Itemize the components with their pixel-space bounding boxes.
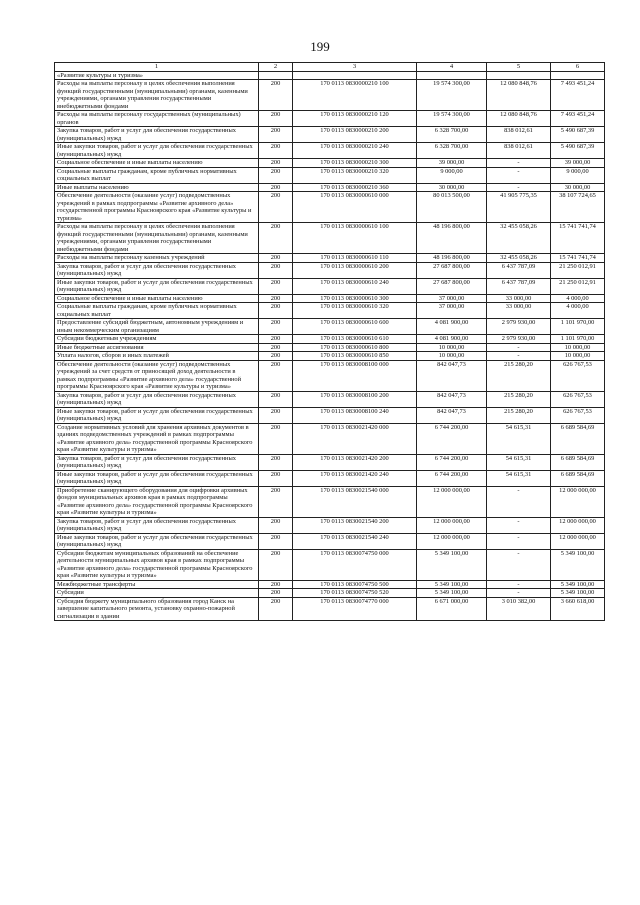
row-name-cell: Расходы на выплаты персоналу в целях обеспечения выполнения функций государственными (муниципальными) органами, казенными учреждениями, органами управления государственными внебюджетными фондами <box>55 223 259 254</box>
header-col-6: 6 <box>551 63 605 72</box>
row-line-code-cell: 200 <box>259 486 293 517</box>
row-name-cell: Иные закупки товаров, работ и услуг для обеспечения государственных (муниципальных) нужд <box>55 143 259 159</box>
row-budget-classification-cell: 170 0113 0830008100 000 <box>293 360 417 391</box>
row-executed-amount-cell: 838 012,61 <box>487 143 551 159</box>
row-unexecuted-amount-cell: 1 101 970,00 <box>551 319 605 335</box>
table-row <box>55 470 605 486</box>
row-approved-amount-cell: 6 744 200,00 <box>417 423 487 454</box>
row-approved-amount-cell: 6 328 700,00 <box>417 127 487 143</box>
row-line-code-cell: 200 <box>259 159 293 168</box>
row-executed-amount-cell: 2 979 930,00 <box>487 319 551 335</box>
budget-table <box>54 62 605 621</box>
row-executed-amount-cell: 33 000,00 <box>487 303 551 319</box>
row-approved-amount-cell: 5 349 100,00 <box>417 580 487 589</box>
row-budget-classification-cell: 170 0113 0830000210 200 <box>293 127 417 143</box>
row-executed-amount-cell: 12 080 848,76 <box>487 80 551 111</box>
row-name-cell: Социальные выплаты гражданам, кроме публичных нормативных социальных выплат <box>55 303 259 319</box>
page-number: 199 <box>310 39 330 54</box>
row-approved-amount-cell: 80 013 500,00 <box>417 192 487 223</box>
table-row <box>55 80 605 111</box>
row-line-code-cell: 200 <box>259 391 293 407</box>
row-unexecuted-amount-cell: 6 689 584,69 <box>551 454 605 470</box>
row-name-cell: Закупка товаров, работ и услуг для обеспечения государственных (муниципальных) нужд <box>55 391 259 407</box>
row-line-code-cell: 200 <box>259 319 293 335</box>
row-line-code-cell: 200 <box>259 294 293 303</box>
row-line-code-cell: 200 <box>259 143 293 159</box>
row-approved-amount-cell: 19 574 300,00 <box>417 80 487 111</box>
row-executed-amount-cell: - <box>487 159 551 168</box>
header-col-1: 1 <box>55 63 259 72</box>
row-budget-classification-cell: 170 0113 0830021540 200 <box>293 517 417 533</box>
table-header-row <box>55 63 605 72</box>
row-line-code-cell: 200 <box>259 127 293 143</box>
header-col-5: 5 <box>487 63 551 72</box>
table-row <box>55 580 605 589</box>
row-approved-amount-cell: 19 574 300,00 <box>417 111 487 127</box>
row-executed-amount-cell: 6 437 787,09 <box>487 278 551 294</box>
row-budget-classification-cell: 170 0113 0830021420 240 <box>293 470 417 486</box>
row-budget-classification-cell: 170 0113 0830000210 240 <box>293 143 417 159</box>
row-approved-amount-cell: 4 081 900,00 <box>417 319 487 335</box>
row-approved-amount-cell: 6 744 200,00 <box>417 470 487 486</box>
row-unexecuted-amount-cell: 626 767,53 <box>551 360 605 391</box>
table-row <box>55 143 605 159</box>
row-name-cell: Создание нормативных условий для хранения архивных документов в зданиях подведомственных учреждений в рамках подпрограммы «Развитие архивного дела» государственной программы Красноярского края «Развитие культуры и туризма» <box>55 423 259 454</box>
row-approved-amount-cell: 37 000,00 <box>417 303 487 319</box>
row-line-code-cell: 200 <box>259 533 293 549</box>
row-unexecuted-amount-cell: 15 741 741,74 <box>551 254 605 263</box>
row-unexecuted-amount-cell: 38 107 724,65 <box>551 192 605 223</box>
row-unexecuted-amount-cell: 30 000,00 <box>551 183 605 192</box>
row-executed-amount-cell: - <box>487 533 551 549</box>
row-unexecuted-amount-cell: 5 349 100,00 <box>551 589 605 598</box>
header-col-2: 2 <box>259 63 293 72</box>
row-name-cell: Закупка товаров, работ и услуг для обеспечения государственных (муниципальных) нужд <box>55 262 259 278</box>
table-row <box>55 486 605 517</box>
row-budget-classification-cell: 170 0113 0830000610 320 <box>293 303 417 319</box>
row-executed-amount-cell: 215 280,20 <box>487 391 551 407</box>
row-budget-classification-cell: 170 0113 0830000610 000 <box>293 192 417 223</box>
row-executed-amount-cell: 215 280,20 <box>487 360 551 391</box>
row-budget-classification-cell: 170 0113 0830000610 100 <box>293 223 417 254</box>
row-approved-amount-cell: 39 000,00 <box>417 159 487 168</box>
table-row <box>55 319 605 335</box>
table-row <box>55 223 605 254</box>
row-line-code-cell: 200 <box>259 352 293 361</box>
row-executed-amount-cell: 838 012,61 <box>487 127 551 143</box>
row-approved-amount-cell: 842 047,73 <box>417 360 487 391</box>
row-budget-classification-cell: 170 0113 0830021540 240 <box>293 533 417 549</box>
table-row <box>55 549 605 580</box>
row-approved-amount-cell: 6 671 000,00 <box>417 597 487 621</box>
table-row <box>55 589 605 598</box>
row-approved-amount-cell: 4 081 900,00 <box>417 335 487 344</box>
row-executed-amount-cell: 32 455 058,26 <box>487 223 551 254</box>
row-name-cell: Иные закупки товаров, работ и услуг для обеспечения государственных (муниципальных) нужд <box>55 278 259 294</box>
row-name-cell: Расходы на выплаты персоналу в целях обеспечения выполнения функций государственными (муниципальными) органами, казенными учреждениями, органами управления государственными внебюджетными фондами <box>55 80 259 111</box>
row-unexecuted-amount-cell: 10 000,00 <box>551 352 605 361</box>
row-budget-classification-cell: 170 0113 0830008100 200 <box>293 391 417 407</box>
row-budget-classification-cell: 170 0113 0830000210 360 <box>293 183 417 192</box>
row-executed-amount-cell <box>487 71 551 80</box>
row-unexecuted-amount-cell: 4 000,00 <box>551 303 605 319</box>
row-line-code-cell: 200 <box>259 517 293 533</box>
row-name-cell: Иные бюджетные ассигнования <box>55 343 259 352</box>
row-line-code-cell: 200 <box>259 454 293 470</box>
row-line-code-cell: 200 <box>259 589 293 598</box>
row-name-cell: Социальное обеспечение и иные выплаты населению <box>55 294 259 303</box>
row-unexecuted-amount-cell: 21 250 012,91 <box>551 262 605 278</box>
row-name-cell: Субсидии <box>55 589 259 598</box>
row-name-cell: Социальные выплаты гражданам, кроме публичных нормативных социальных выплат <box>55 167 259 183</box>
row-executed-amount-cell: - <box>487 167 551 183</box>
row-line-code-cell <box>259 71 293 80</box>
row-approved-amount-cell: 27 687 800,00 <box>417 278 487 294</box>
row-name-cell: Иные выплаты населению <box>55 183 259 192</box>
row-budget-classification-cell: 170 0113 0830074770 000 <box>293 597 417 621</box>
row-line-code-cell: 200 <box>259 262 293 278</box>
row-line-code-cell: 200 <box>259 192 293 223</box>
row-executed-amount-cell: 12 080 848,76 <box>487 111 551 127</box>
row-name-cell: Приобретение сканирующего оборудования для оцифровки архивных фондов муниципальных архивов края в рамках подпрограммы «Развитие архивного дела» государственной программы Красноярского края «Развитие культуры и туризма» <box>55 486 259 517</box>
row-unexecuted-amount-cell: 12 000 000,00 <box>551 517 605 533</box>
row-unexecuted-amount-cell: 7 493 451,24 <box>551 111 605 127</box>
row-executed-amount-cell: - <box>487 517 551 533</box>
row-name-cell: Субсидии бюджетным учреждениям <box>55 335 259 344</box>
table-row <box>55 159 605 168</box>
row-name-cell: Предоставление субсидий бюджетным, автономным учреждениям и иным некоммерческим организациям <box>55 319 259 335</box>
row-name-cell: Уплата налогов, сборов и иных платежей <box>55 352 259 361</box>
row-approved-amount-cell: 30 000,00 <box>417 183 487 192</box>
table-row <box>55 335 605 344</box>
row-line-code-cell: 200 <box>259 335 293 344</box>
row-executed-amount-cell: - <box>487 549 551 580</box>
row-budget-classification-cell: 170 0113 0830000610 240 <box>293 278 417 294</box>
row-approved-amount-cell: 37 000,00 <box>417 294 487 303</box>
row-budget-classification-cell <box>293 71 417 80</box>
row-line-code-cell: 200 <box>259 343 293 352</box>
table-row <box>55 127 605 143</box>
row-unexecuted-amount-cell: 4 000,00 <box>551 294 605 303</box>
row-unexecuted-amount-cell: 12 000 000,00 <box>551 486 605 517</box>
table-row <box>55 262 605 278</box>
row-unexecuted-amount-cell: 5 490 687,39 <box>551 127 605 143</box>
row-name-cell: Межбюджетные трансферты <box>55 580 259 589</box>
row-budget-classification-cell: 170 0113 0830000610 600 <box>293 319 417 335</box>
row-unexecuted-amount-cell: 626 767,53 <box>551 407 605 423</box>
row-budget-classification-cell: 170 0113 0830008100 240 <box>293 407 417 423</box>
row-line-code-cell: 200 <box>259 223 293 254</box>
row-approved-amount-cell: 6 744 200,00 <box>417 454 487 470</box>
row-line-code-cell: 200 <box>259 580 293 589</box>
table-row <box>55 597 605 621</box>
row-name-cell: Иные закупки товаров, работ и услуг для обеспечения государственных (муниципальных) нужд <box>55 407 259 423</box>
row-approved-amount-cell: 48 196 800,00 <box>417 254 487 263</box>
row-unexecuted-amount-cell: 6 689 584,69 <box>551 423 605 454</box>
row-budget-classification-cell: 170 0113 0830000610 610 <box>293 335 417 344</box>
row-approved-amount-cell: 842 047,73 <box>417 391 487 407</box>
table-row <box>55 407 605 423</box>
row-name-cell: Обеспечение деятельности (оказание услуг) подведомственных учреждений в рамках подпрограммы «Развитие архивного дела» государственной программы Красноярского края «Развитие культуры и туризма» <box>55 192 259 223</box>
row-executed-amount-cell: - <box>487 589 551 598</box>
row-budget-classification-cell: 170 0113 0830000610 110 <box>293 254 417 263</box>
row-budget-classification-cell: 170 0113 0830074750 000 <box>293 549 417 580</box>
row-approved-amount-cell: 9 000,00 <box>417 167 487 183</box>
row-unexecuted-amount-cell: 626 767,53 <box>551 391 605 407</box>
row-unexecuted-amount-cell: 3 660 618,00 <box>551 597 605 621</box>
row-executed-amount-cell: 2 979 930,00 <box>487 335 551 344</box>
row-executed-amount-cell: 6 437 787,09 <box>487 262 551 278</box>
row-line-code-cell: 200 <box>259 470 293 486</box>
row-unexecuted-amount-cell <box>551 71 605 80</box>
row-line-code-cell: 200 <box>259 360 293 391</box>
row-executed-amount-cell: 54 615,31 <box>487 454 551 470</box>
row-approved-amount-cell: 842 047,73 <box>417 407 487 423</box>
row-budget-classification-cell: 170 0113 0830000210 300 <box>293 159 417 168</box>
table-row <box>55 343 605 352</box>
row-line-code-cell: 200 <box>259 597 293 621</box>
row-executed-amount-cell: 33 000,00 <box>487 294 551 303</box>
row-budget-classification-cell: 170 0113 0830000210 320 <box>293 167 417 183</box>
row-unexecuted-amount-cell: 7 493 451,24 <box>551 80 605 111</box>
table-row <box>55 533 605 549</box>
row-name-cell: Субсидии бюджетам муниципальных образований на обеспечение деятельности муниципальных архивов края в рамках подпрограммы «Развитие архивного дела» государственной программы Красноярского края «Развитие культуры и туризма» <box>55 549 259 580</box>
row-executed-amount-cell: 32 455 058,26 <box>487 254 551 263</box>
table-row <box>55 391 605 407</box>
row-approved-amount-cell: 10 000,00 <box>417 343 487 352</box>
row-line-code-cell: 200 <box>259 111 293 127</box>
row-budget-classification-cell: 170 0113 0830000610 800 <box>293 343 417 352</box>
row-executed-amount-cell: 3 010 382,00 <box>487 597 551 621</box>
row-name-cell: Расходы на выплаты персоналу государственных (муниципальных) органов <box>55 111 259 127</box>
row-name-cell: «Развитие культуры и туризма» <box>55 71 259 80</box>
table-row <box>55 454 605 470</box>
row-executed-amount-cell: - <box>487 486 551 517</box>
row-approved-amount-cell: 5 349 100,00 <box>417 589 487 598</box>
table-row <box>55 183 605 192</box>
row-unexecuted-amount-cell: 39 000,00 <box>551 159 605 168</box>
table-row <box>55 423 605 454</box>
row-line-code-cell: 200 <box>259 254 293 263</box>
row-line-code-cell: 200 <box>259 407 293 423</box>
row-budget-classification-cell: 170 0113 0830021420 200 <box>293 454 417 470</box>
row-budget-classification-cell: 170 0113 0830000210 100 <box>293 80 417 111</box>
row-approved-amount-cell: 12 000 000,00 <box>417 486 487 517</box>
table-row <box>55 360 605 391</box>
row-budget-classification-cell: 170 0113 0830021420 000 <box>293 423 417 454</box>
row-executed-amount-cell: - <box>487 580 551 589</box>
table-row <box>55 352 605 361</box>
row-executed-amount-cell: 41 905 775,35 <box>487 192 551 223</box>
header-col-3: 3 <box>293 63 417 72</box>
row-line-code-cell: 200 <box>259 278 293 294</box>
row-line-code-cell: 200 <box>259 303 293 319</box>
table-row <box>55 294 605 303</box>
row-approved-amount-cell: 6 328 700,00 <box>417 143 487 159</box>
row-unexecuted-amount-cell: 12 000 000,00 <box>551 533 605 549</box>
row-unexecuted-amount-cell: 5 349 100,00 <box>551 549 605 580</box>
row-budget-classification-cell: 170 0113 0830000610 300 <box>293 294 417 303</box>
row-approved-amount-cell: 12 000 000,00 <box>417 533 487 549</box>
row-name-cell: Закупка товаров, работ и услуг для обеспечения государственных (муниципальных) нужд <box>55 517 259 533</box>
row-executed-amount-cell: - <box>487 343 551 352</box>
row-unexecuted-amount-cell: 15 741 741,74 <box>551 223 605 254</box>
row-approved-amount-cell: 5 349 100,00 <box>417 549 487 580</box>
row-line-code-cell: 200 <box>259 167 293 183</box>
header-col-4: 4 <box>417 63 487 72</box>
row-name-cell: Иные закупки товаров, работ и услуг для обеспечения государственных (муниципальных) нужд <box>55 470 259 486</box>
row-name-cell: Закупка товаров, работ и услуг для обеспечения государственных (муниципальных) нужд <box>55 454 259 470</box>
row-unexecuted-amount-cell: 10 000,00 <box>551 343 605 352</box>
row-name-cell: Обеспечение деятельности (оказание услуг) подведомственных учреждений за счет средств от приносящей доход деятельности в рамках подпрограммы «Развитие архивного дела» государственной программы Красноярского края «Развитие культуры и туризма» <box>55 360 259 391</box>
row-unexecuted-amount-cell: 1 101 970,00 <box>551 335 605 344</box>
row-executed-amount-cell: 54 615,31 <box>487 423 551 454</box>
row-line-code-cell: 200 <box>259 80 293 111</box>
row-executed-amount-cell: 54 615,31 <box>487 470 551 486</box>
table-row <box>55 278 605 294</box>
row-name-cell: Иные закупки товаров, работ и услуг для обеспечения государственных (муниципальных) нужд <box>55 533 259 549</box>
table-row <box>55 71 605 80</box>
table-row <box>55 111 605 127</box>
row-name-cell: Социальное обеспечение и иные выплаты населению <box>55 159 259 168</box>
row-budget-classification-cell: 170 0113 0830021540 000 <box>293 486 417 517</box>
row-unexecuted-amount-cell: 21 250 012,91 <box>551 278 605 294</box>
row-budget-classification-cell: 170 0113 0830000610 850 <box>293 352 417 361</box>
table-row <box>55 167 605 183</box>
row-budget-classification-cell: 170 0113 0830000610 200 <box>293 262 417 278</box>
row-unexecuted-amount-cell: 5 349 100,00 <box>551 580 605 589</box>
row-executed-amount-cell: - <box>487 352 551 361</box>
row-approved-amount-cell: 27 687 800,00 <box>417 262 487 278</box>
row-approved-amount-cell: 10 000,00 <box>417 352 487 361</box>
row-line-code-cell: 200 <box>259 549 293 580</box>
row-name-cell: Закупка товаров, работ и услуг для обеспечения государственных (муниципальных) нужд <box>55 127 259 143</box>
table-row <box>55 517 605 533</box>
table-row <box>55 254 605 263</box>
row-name-cell: Расходы на выплаты персоналу казенных учреждений <box>55 254 259 263</box>
row-unexecuted-amount-cell: 6 689 584,69 <box>551 470 605 486</box>
row-budget-classification-cell: 170 0113 0830074750 520 <box>293 589 417 598</box>
row-line-code-cell: 200 <box>259 423 293 454</box>
row-name-cell: Субсидия бюджету муниципального образования город Канск на завершение капитального ремонта, установку охранно-пожарной сигнализации в здании <box>55 597 259 621</box>
table-row <box>55 192 605 223</box>
table-row <box>55 303 605 319</box>
row-budget-classification-cell: 170 0113 0830000210 120 <box>293 111 417 127</box>
row-approved-amount-cell: 12 000 000,00 <box>417 517 487 533</box>
row-approved-amount-cell <box>417 71 487 80</box>
row-executed-amount-cell: - <box>487 183 551 192</box>
row-line-code-cell: 200 <box>259 183 293 192</box>
row-unexecuted-amount-cell: 9 000,00 <box>551 167 605 183</box>
row-budget-classification-cell: 170 0113 0830074750 500 <box>293 580 417 589</box>
row-executed-amount-cell: 215 280,20 <box>487 407 551 423</box>
row-unexecuted-amount-cell: 5 490 687,39 <box>551 143 605 159</box>
row-approved-amount-cell: 48 196 800,00 <box>417 223 487 254</box>
